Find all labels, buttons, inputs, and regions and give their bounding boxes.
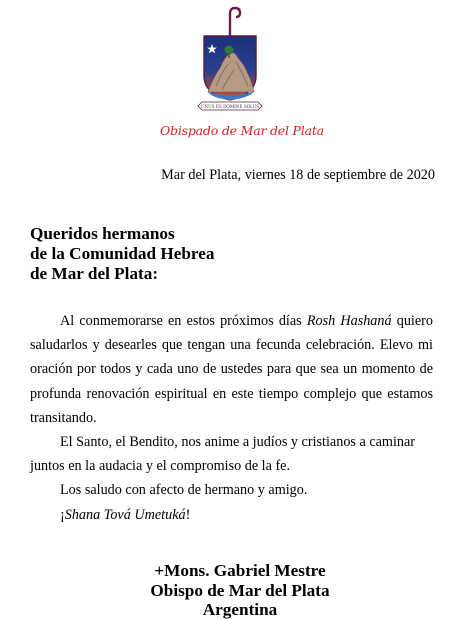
signer-name: +Mons. Gabriel Mestre <box>154 561 326 580</box>
letter-body <box>30 309 433 527</box>
paragraph-blessing: El Santo, el Bendito, nos anime a judíos y cristianos a caminar juntos en la audacia y el compromiso de la fe. <box>30 434 416 475</box>
diocese-name: Obispado de Mar del Plata <box>160 123 324 138</box>
diocese-coat-of-arms-icon <box>192 6 268 114</box>
paragraph-farewell: Los saludo con afecto de hermano y amigo. <box>60 482 308 499</box>
holiday-wish: Shana Tová Umetuká <box>64 506 186 523</box>
paragraph-greeting: Al conmemorarse en estos próximos días Rosh Hashaná quiero saludarlos y desearles que tengan una fecunda celebración. Elevo mi oración por todos y cada uno de ustedes para que sea un momento de profunda renovación espiritual en este tiempo complejo que estamos transitando. <box>30 313 433 426</box>
dateline: Mar del Plata, viernes 18 de septiembre de 2020 <box>161 167 435 183</box>
salutation-line-1: Queridos hermanos <box>30 224 175 243</box>
salutation <box>30 224 214 284</box>
holiday-name: Rosh Hashaná <box>306 313 392 329</box>
paragraph-wish: ¡Shana Tová Umetuká! <box>60 506 191 523</box>
signature-block <box>130 561 350 620</box>
letterhead <box>160 6 324 138</box>
salutation-line-3: de Mar del Plata: <box>30 264 159 283</box>
svg-text:UNUS ES DOMINE SOLUS: UNUS ES DOMINE SOLUS <box>200 104 260 110</box>
signer-country: Argentina <box>202 600 278 619</box>
salutation-line-2: de la Comunidad Hebrea <box>30 244 215 263</box>
signer-title: Obispo de Mar del Plata <box>150 580 330 600</box>
